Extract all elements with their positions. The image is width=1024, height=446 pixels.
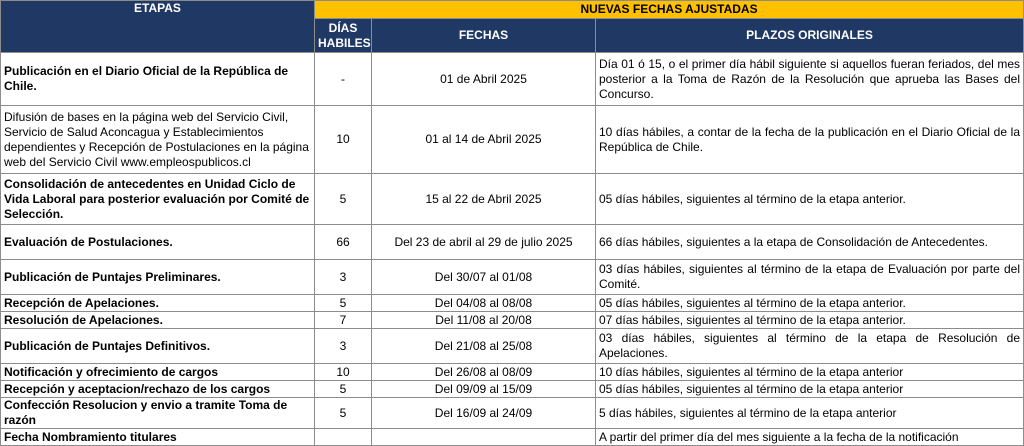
table-row: [1, 225, 1024, 260]
table-row: [1, 329, 1024, 364]
fechas-cell: [372, 429, 596, 446]
plazo-cell: 03 días hábiles, siguientes al término de la etapa de Evaluación por parte del Comité.: [596, 260, 1024, 295]
dias-cell: [315, 429, 372, 446]
plazo-cell: A partir del primer día del mes siguiente a la fecha de la notificación: [596, 429, 1024, 446]
etapa-cell: Publicación de Puntajes Definitivos.: [1, 329, 315, 364]
header-fechas: FECHAS: [372, 19, 596, 53]
table-row: [1, 364, 1024, 381]
etapa-cell: Evaluación de Postulaciones.: [1, 225, 315, 260]
table-row: [1, 429, 1024, 446]
plazo-cell: 05 días hábiles, siguientes al término de la etapa anterior.: [596, 174, 1024, 225]
dias-cell: -: [315, 53, 372, 106]
fechas-cell: 01 al 14 de Abril 2025: [372, 106, 596, 174]
etapa-cell: Fecha Nombramiento titulares: [1, 429, 315, 446]
table-row: [1, 295, 1024, 312]
fechas-cell: 01 de Abril 2025: [372, 53, 596, 106]
etapa-cell: Consolidación de antecedentes en Unidad Ciclo de Vida Laboral para posterior evaluación por Comité de Selección.: [1, 174, 315, 225]
dias-cell: 5: [315, 398, 372, 429]
table-row: [1, 106, 1024, 174]
etapa-cell: Notificación y ofrecimiento de cargos: [1, 364, 315, 381]
fechas-cell: Del 23 de abril al 29 de julio 2025: [372, 225, 596, 260]
fechas-cell: Del 21/08 al 25/08: [372, 329, 596, 364]
table-row: [1, 174, 1024, 225]
etapa-cell: Difusión de bases en la página web del Servicio Civil, Servicio de Salud Aconcagua y Establecimientos dependientes y Recepción de Postulaciones en la página web del Servicio Civil www.empleospublicos.cl: [1, 106, 315, 174]
plazo-cell: 66 días hábiles, siguientes a la etapa de Consolidación de Antecedentes.: [596, 225, 1024, 260]
plazo-cell: Día 01 ó 15, o el primer día hábil siguiente si aquellos fueran feriados, del mes posterior a la Toma de Razón de la Resolución que aprueba las Bases del Concurso.: [596, 53, 1024, 106]
etapa-cell: Publicación de Puntajes Preliminares.: [1, 260, 315, 295]
dias-cell: 7: [315, 312, 372, 329]
header-plazos-originales: PLAZOS ORIGINALES: [596, 19, 1024, 53]
table-row: [1, 381, 1024, 398]
etapa-cell: Recepción de Apelaciones.: [1, 295, 315, 312]
plazo-cell: 05 días hábiles, siguientes al término de la etapa anterior.: [596, 295, 1024, 312]
plazo-cell: 10 días hábiles, a contar de la fecha de la publicación en el Diario Oficial de la República de Chile.: [596, 106, 1024, 174]
plazo-cell: 07 días hábiles, siguientes al término de la etapa anterior.: [596, 312, 1024, 329]
fechas-cell: 15 al 22 de Abril 2025: [372, 174, 596, 225]
table-row: [1, 312, 1024, 329]
etapa-cell: Recepción y aceptacion/rechazo de los cargos: [1, 381, 315, 398]
dias-cell: 10: [315, 364, 372, 381]
plazo-cell: 03 días hábiles, siguientes al término de la etapa de Resolución de Apelaciones.: [596, 329, 1024, 364]
etapa-cell: Publicación en el Diario Oficial de la República de Chile.: [1, 53, 315, 106]
fechas-cell: Del 09/09 al 15/09: [372, 381, 596, 398]
dias-cell: 5: [315, 381, 372, 398]
fechas-cell: Del 26/08 al 08/09: [372, 364, 596, 381]
etapa-cell: Confección Resolucion y envio a tramite Toma de razón: [1, 398, 315, 429]
dias-cell: 66: [315, 225, 372, 260]
table-row: [1, 53, 1024, 106]
etapa-cell: Resolución de Apelaciones.: [1, 312, 315, 329]
header-nuevas-fechas: NUEVAS FECHAS AJUSTADAS: [315, 1, 1024, 19]
plazo-cell: 10 días hábiles, siguientes al término de la etapa anterior: [596, 364, 1024, 381]
plazo-cell: 5 días hábiles, siguientes al término de la etapa anterior: [596, 398, 1024, 429]
fechas-cell: Del 11/08 al 20/08: [372, 312, 596, 329]
table-row: [1, 398, 1024, 429]
dias-cell: 3: [315, 260, 372, 295]
plazo-cell: 05 días hábiles, siguientes al término de la etapa anterior: [596, 381, 1024, 398]
fechas-cell: Del 16/09 al 24/09: [372, 398, 596, 429]
fechas-cell: Del 04/08 al 08/08: [372, 295, 596, 312]
header-etapas: ETAPAS: [1, 1, 315, 53]
table-row: [1, 260, 1024, 295]
dias-cell: 5: [315, 174, 372, 225]
fechas-cell: Del 30/07 al 01/08: [372, 260, 596, 295]
dias-cell: 5: [315, 295, 372, 312]
dias-cell: 3: [315, 329, 372, 364]
header-dias-habiles: DÍAS HABILES: [315, 19, 372, 53]
dias-cell: 10: [315, 106, 372, 174]
